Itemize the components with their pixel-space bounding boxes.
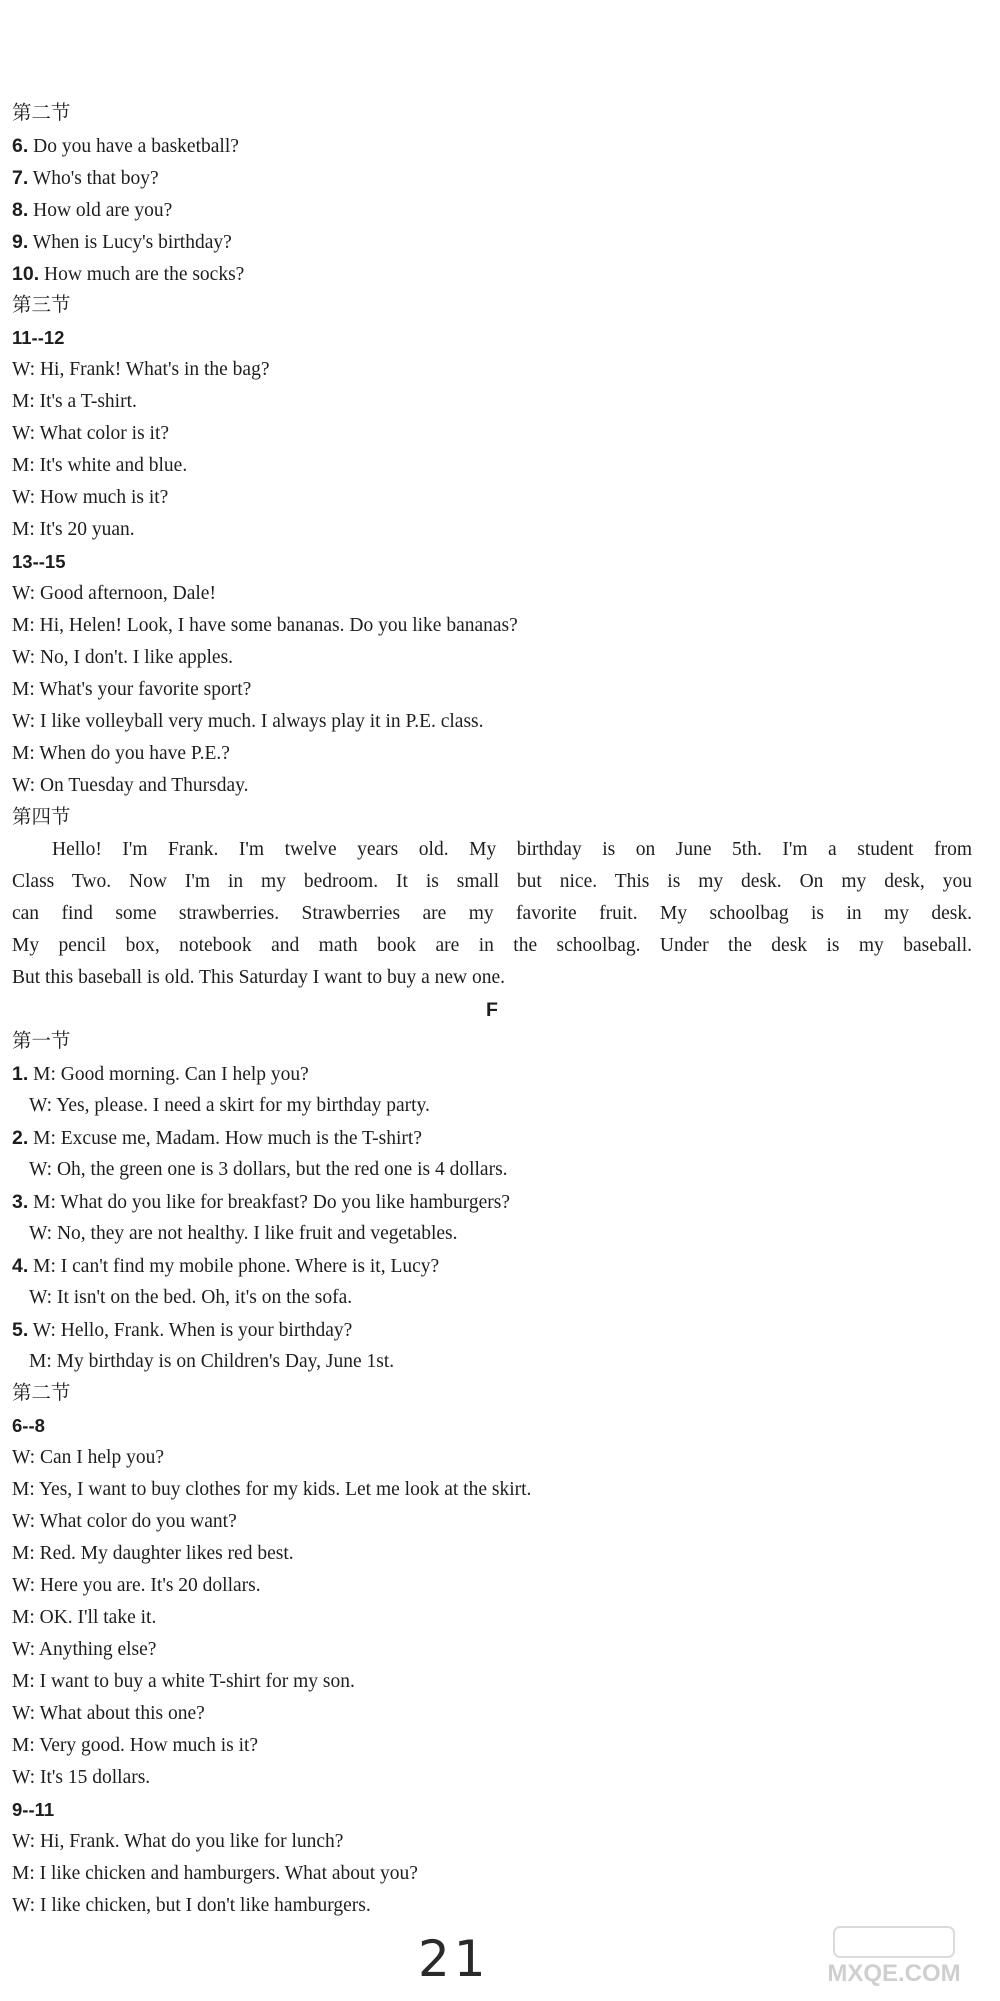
- dialog-second-line: M: My birthday is on Children's Day, June 1st.: [29, 1351, 395, 1372]
- dialog-line: W: Hi, Frank! What's in the bag?: [12, 359, 270, 380]
- question-text: Who's that boy?: [28, 168, 159, 189]
- question-item: [12, 194, 972, 226]
- question-text: How much are the socks?: [39, 264, 245, 285]
- dialog-line: W: No, I don't. I like apples.: [12, 647, 234, 668]
- question-text: Do you have a basketball?: [28, 136, 239, 157]
- dialog-line: W: I like volleyball very much. I always play it in P.E. class.: [12, 711, 484, 732]
- watermark-logo: [794, 1921, 994, 1991]
- dialog-line: W: What color is it?: [12, 423, 170, 444]
- dialog-line: W: What color do you want?: [12, 1511, 237, 1532]
- dialog-line: W: Good afternoon, Dale!: [12, 583, 216, 604]
- dialog-first-line: [12, 1122, 972, 1154]
- passage-line: But this baseball is old. This Saturday I want to buy a new one.: [12, 967, 506, 988]
- passage-line: Hello! I'm Frank. I'm twelve years old. My birthday is on June 5th. I'm a student from: [52, 839, 972, 860]
- dialog-text: M: Good morning. Can I help you?: [28, 1064, 309, 1085]
- dialog-second-line: W: Yes, please. I need a skirt for my birthday party.: [29, 1095, 430, 1116]
- question-number: 2.: [12, 1127, 29, 1149]
- passage-line: My pencil box, notebook and math book are in the schoolbag. Under the desk is my baseball.: [12, 935, 972, 956]
- question-number: 10.: [12, 263, 40, 285]
- dialog-line: W: How much is it?: [12, 487, 169, 508]
- question-item: [12, 162, 972, 194]
- dialog-first-line: [12, 1186, 972, 1218]
- question-number: 9.: [12, 231, 29, 253]
- dialog-line: M: Red. My daughter likes red best.: [12, 1543, 294, 1564]
- passage: [12, 834, 972, 994]
- question-number: 5.: [12, 1319, 29, 1341]
- question-range: 13--15: [12, 551, 66, 572]
- question-text: When is Lucy's birthday?: [28, 232, 232, 253]
- dialog-line: M: I like chicken and hamburgers. What about you?: [12, 1863, 418, 1884]
- question-number: 1.: [12, 1063, 29, 1085]
- question-range: 6--8: [12, 1415, 45, 1436]
- dialog-second-line: W: No, they are not healthy. I like fruit and vegetables.: [29, 1223, 458, 1244]
- dialog-line: M: It's white and blue.: [12, 455, 188, 476]
- section-heading: 第二节: [12, 1383, 71, 1404]
- passage-line: can find some strawberries. Strawberries are my favorite fruit. My schoolbag is in my desk.: [12, 903, 972, 924]
- section-heading: 第二节: [12, 103, 71, 124]
- question-number: 4.: [12, 1255, 29, 1277]
- dialog-first-line: [12, 1314, 972, 1346]
- dialog-text: M: Excuse me, Madam. How much is the T-shirt?: [28, 1128, 422, 1149]
- question-number: 6.: [12, 135, 29, 157]
- part-title: F: [486, 999, 498, 1021]
- watermark-graphic: [794, 1921, 994, 1991]
- dialog-line: W: Hi, Frank. What do you like for lunch?: [12, 1831, 344, 1852]
- dialog-line: M: When do you have P.E.?: [12, 743, 230, 764]
- question-range: 11--12: [12, 327, 65, 348]
- dialog-line: M: What's your favorite sport?: [12, 679, 252, 700]
- dialog-line: W: On Tuesday and Thursday.: [12, 775, 249, 796]
- question-range: 9--11: [12, 1799, 55, 1820]
- question-item: [12, 130, 972, 162]
- dialog-line: M: It's 20 yuan.: [12, 519, 135, 540]
- dialog-first-line: [12, 1250, 972, 1282]
- dialog-line: M: I want to buy a white T-shirt for my son.: [12, 1671, 355, 1692]
- passage-line: Class Two. Now I'm in my bedroom. It is small but nice. This is my desk. On my desk, you: [12, 871, 972, 892]
- dialog-text: W: Hello, Frank. When is your birthday?: [28, 1320, 353, 1341]
- dialog-text: M: I can't find my mobile phone. Where is it, Lucy?: [28, 1256, 440, 1277]
- answer-page: [12, 98, 972, 1922]
- question-number: 7.: [12, 167, 29, 189]
- question-item: [12, 226, 972, 258]
- dialog-line: W: What about this one?: [12, 1703, 205, 1724]
- dialog-line: M: Yes, I want to buy clothes for my kids. Let me look at the skirt.: [12, 1479, 532, 1500]
- dialog-line: M: OK. I'll take it.: [12, 1607, 157, 1628]
- question-number: 8.: [12, 199, 29, 221]
- dialog-line: W: It's 15 dollars.: [12, 1767, 151, 1788]
- section-heading: 第四节: [12, 807, 71, 828]
- question-number: 3.: [12, 1191, 29, 1213]
- dialog-line: M: It's a T-shirt.: [12, 391, 137, 412]
- dialog-line: W: I like chicken, but I don't like hamburgers.: [12, 1895, 371, 1916]
- question-item: [12, 258, 972, 290]
- handwritten-page-number: 21: [418, 1930, 490, 1988]
- section-heading: 第三节: [12, 295, 71, 316]
- dialog-first-line: [12, 1058, 972, 1090]
- dialog-line: M: Very good. How much is it?: [12, 1735, 259, 1756]
- dialog-second-line: W: Oh, the green one is 3 dollars, but the red one is 4 dollars.: [29, 1159, 508, 1180]
- dialog-line: W: Can I help you?: [12, 1447, 164, 1468]
- dialog-second-line: W: It isn't on the bed. Oh, it's on the sofa.: [29, 1287, 353, 1308]
- dialog-line: W: Here you are. It's 20 dollars.: [12, 1575, 261, 1596]
- question-text: How old are you?: [28, 200, 173, 221]
- dialog-text: M: What do you like for breakfast? Do you like hamburgers?: [28, 1192, 511, 1213]
- watermark-text: MXQE.COM: [827, 1960, 961, 1987]
- dialog-line: M: Hi, Helen! Look, I have some bananas. Do you like bananas?: [12, 615, 518, 636]
- section-heading: 第一节: [12, 1031, 71, 1052]
- dialog-line: W: Anything else?: [12, 1639, 157, 1660]
